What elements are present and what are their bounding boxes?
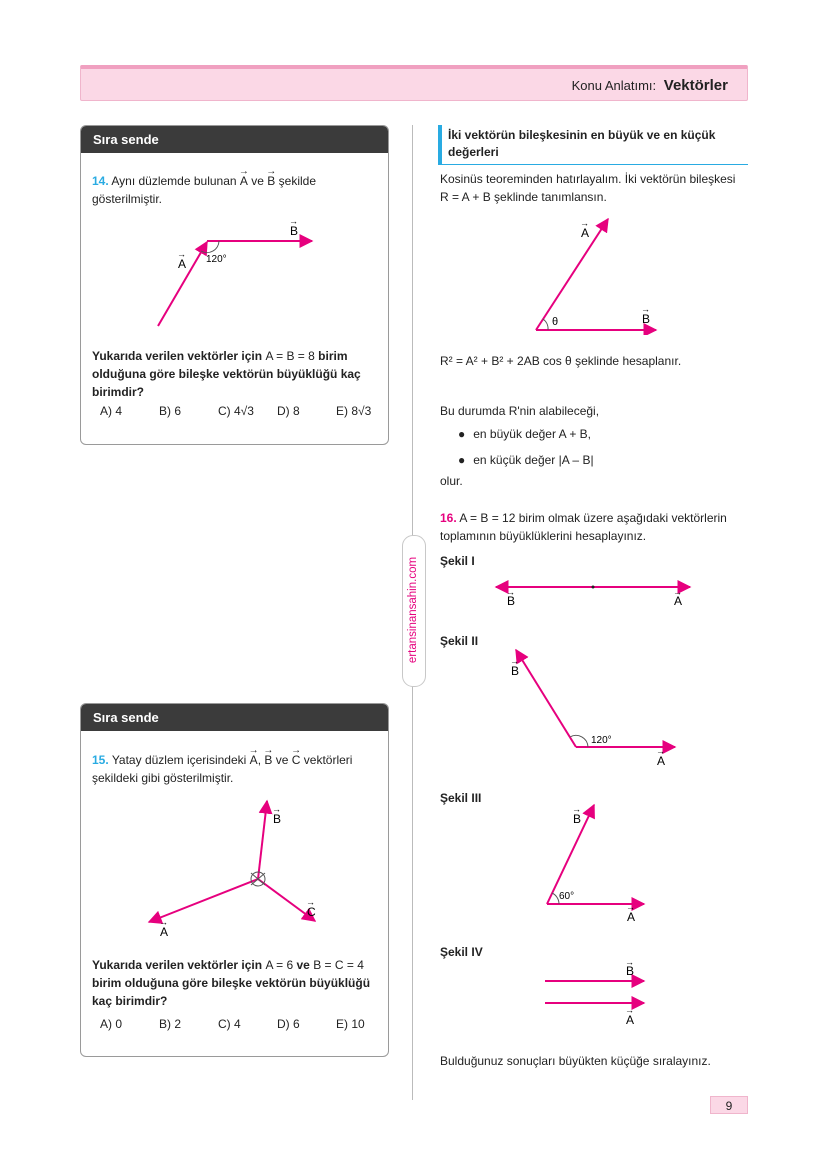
- intro-line-2: [440, 188, 750, 206]
- question-number: 15.: [92, 753, 109, 767]
- formula-line: [440, 352, 750, 370]
- figure-label-1: Şekil I: [440, 554, 475, 568]
- question-14-prompt: [92, 347, 382, 401]
- label-a-arrow: →: [626, 902, 635, 912]
- label-a: A: [160, 925, 169, 939]
- angle-arc: [552, 893, 559, 904]
- label-b-arrow: →: [510, 656, 519, 666]
- question-16-intro: [440, 509, 750, 545]
- choice-a[interactable]: A) 4: [100, 404, 123, 418]
- intro-text: Aynı düzlemde bulunan: [111, 174, 237, 188]
- question-15-intro: 15. Yatay düzlem içerisindeki → A, → B ve → C vektörleri şekildeki gibi gösterilmiştir.: [92, 751, 382, 787]
- label-a-arrow: →: [159, 917, 168, 927]
- box-title: Sıra sende: [81, 704, 388, 731]
- label-a-arrow: →: [177, 249, 186, 259]
- label-b-arrow: →: [289, 216, 298, 226]
- prompt-start: Yukarıda verilen vektörler için: [92, 349, 263, 363]
- bullet-text: en küçük değer |A – B|: [473, 453, 594, 467]
- vector-a-line: [536, 219, 608, 330]
- question-16-line-1: [440, 509, 750, 527]
- intro-text-b: şekilde gösterilmiştir.: [92, 174, 317, 206]
- header-topic: Vektörler: [663, 77, 728, 94]
- vector-b-label: → B: [267, 172, 275, 190]
- question-number: 14.: [92, 174, 109, 188]
- vector-b-line: [547, 805, 594, 904]
- label-b: B: [290, 224, 299, 238]
- choices-14: [100, 404, 390, 422]
- prompt-condition: A = B = 8: [265, 349, 315, 363]
- label-a-arrow: →: [656, 746, 665, 756]
- prompt-condition: A = 6: [265, 958, 294, 972]
- header-prefix: Konu Anlatımı:: [571, 78, 657, 93]
- prompt-mid: ve: [296, 958, 310, 972]
- figure-4: [540, 960, 660, 1030]
- figure-label-3: Şekil III: [440, 791, 482, 805]
- label-b: B: [511, 664, 520, 678]
- cases-intro: Bu durumda R'nin alabileceği,: [440, 404, 600, 418]
- vector-a-label: → A: [240, 172, 248, 190]
- question-16-line-2: toplamının büyüklüklerini hesaplayınız.: [440, 529, 647, 543]
- vector-c-label: → C: [292, 751, 301, 769]
- angle-label: 120°: [206, 254, 227, 265]
- question-number: 16.: [440, 511, 457, 525]
- bullet-dot: ●: [458, 427, 466, 441]
- intro-line-1: Kosinüs teoreminden hatırlayalım. İki vektörün bileşkesi: [440, 172, 736, 186]
- figure-label-4: Şekil IV: [440, 945, 483, 959]
- intro-text-b: vektörleri şekildeki gibi gösterilmiştir.: [92, 753, 353, 785]
- angle-label: θ: [552, 316, 559, 328]
- box-title: Sıra sende: [81, 126, 388, 153]
- label-b-arrow: →: [272, 804, 281, 814]
- choice-d[interactable]: D) 6: [277, 1017, 300, 1031]
- choices-15: [100, 1017, 390, 1035]
- angle-label: 60°: [559, 891, 575, 902]
- label-b-arrow: →: [572, 804, 581, 814]
- intro-text: Yatay düzlem içerisindeki: [111, 753, 247, 767]
- choice-c[interactable]: C) 4: [218, 1017, 241, 1031]
- label-b: B: [573, 812, 582, 826]
- origin-dot: [592, 586, 595, 589]
- label-b: B: [507, 594, 516, 608]
- prompt-start: Yukarıda verilen vektörler için: [92, 958, 263, 972]
- vector-b-line: [258, 801, 267, 879]
- label-b: B: [273, 812, 282, 826]
- question-16-text-a: A = B = 12 birim olmak üzere aşağıdaki vektörlerin: [459, 511, 727, 525]
- bullet-1: [458, 425, 591, 443]
- label-a-arrow: →: [580, 218, 589, 228]
- figure-2: [500, 645, 690, 770]
- label-a: A: [581, 226, 590, 240]
- figure-15: [140, 795, 340, 945]
- formula-rest: şeklinde hesaplanır.: [575, 354, 682, 368]
- vector-a-label: → A: [250, 751, 258, 769]
- figure-14: [140, 215, 330, 335]
- bullet-2: [458, 451, 594, 469]
- vector-a-line: [149, 879, 258, 922]
- figure-3: [530, 800, 660, 925]
- label-c: C: [307, 905, 316, 919]
- label-b: B: [626, 964, 635, 978]
- angle-label: 120°: [591, 735, 612, 746]
- vector-b-label: → B: [264, 751, 272, 769]
- conj-text: ve: [275, 753, 289, 767]
- figure-label-2: Şekil II: [440, 634, 479, 648]
- olur-text: olur.: [440, 474, 463, 488]
- bullet-dot: ●: [458, 453, 466, 467]
- choice-e[interactable]: E) 10: [336, 1017, 365, 1031]
- figure-1: [490, 575, 700, 610]
- label-b-arrow: →: [641, 304, 650, 314]
- angle-arc: [543, 319, 548, 330]
- resultant-equation: R = A + B: [440, 190, 491, 204]
- label-a: A: [178, 257, 187, 271]
- vector-b-line: [516, 650, 576, 747]
- label-a-arrow: →: [673, 587, 682, 597]
- prompt-rest: birim olduğuna göre bileşke vektörün büyüklüğü kaç birimdir?: [92, 976, 371, 1008]
- header-title: [572, 77, 728, 94]
- choice-b[interactable]: B) 6: [159, 404, 182, 418]
- choice-a[interactable]: A) 0: [100, 1017, 123, 1031]
- question-15-prompt: [92, 956, 382, 1010]
- bullet-text: en büyük değer A + B,: [473, 427, 592, 441]
- figure-cosine: [520, 215, 670, 335]
- prompt-rest: birim olduğuna göre bileşke vektörün büyüklüğü kaç birimdir?: [92, 349, 361, 399]
- intro-line-2-rest: şeklinde tanımlansın.: [494, 190, 607, 204]
- choice-d[interactable]: D) 8: [277, 404, 300, 418]
- label-c-arrow: →: [306, 897, 315, 907]
- label-a-arrow: →: [625, 1005, 634, 1015]
- conj-text: ve: [251, 174, 264, 188]
- label-a: A: [674, 594, 683, 608]
- label-b-arrow: →: [506, 587, 515, 597]
- label-a: A: [626, 1013, 635, 1027]
- side-url-text: ertansinansahin.com: [407, 556, 419, 664]
- choice-b[interactable]: B) 2: [159, 1017, 182, 1031]
- section-heading: İki vektörün bileşkesinin en büyük ve en küçük değerleri: [438, 125, 748, 165]
- page-number: 9: [710, 1096, 748, 1114]
- label-a: A: [627, 910, 636, 924]
- label-a: A: [657, 754, 666, 768]
- side-url: [402, 535, 424, 685]
- formula: R² = A² + B² + 2AB cos θ: [440, 354, 572, 368]
- question-14-intro: [92, 172, 382, 208]
- final-instruction: Bulduğunuz sonuçları büyükten küçüğe sıralayınız.: [440, 1054, 711, 1068]
- label-b: B: [642, 312, 651, 326]
- choice-e[interactable]: E) 8√3: [336, 404, 372, 418]
- intro-paragraph: [440, 170, 750, 206]
- choice-c[interactable]: C) 4√3: [218, 404, 254, 418]
- label-b-arrow: →: [625, 960, 634, 967]
- prompt-condition-2: B = C = 4: [313, 958, 364, 972]
